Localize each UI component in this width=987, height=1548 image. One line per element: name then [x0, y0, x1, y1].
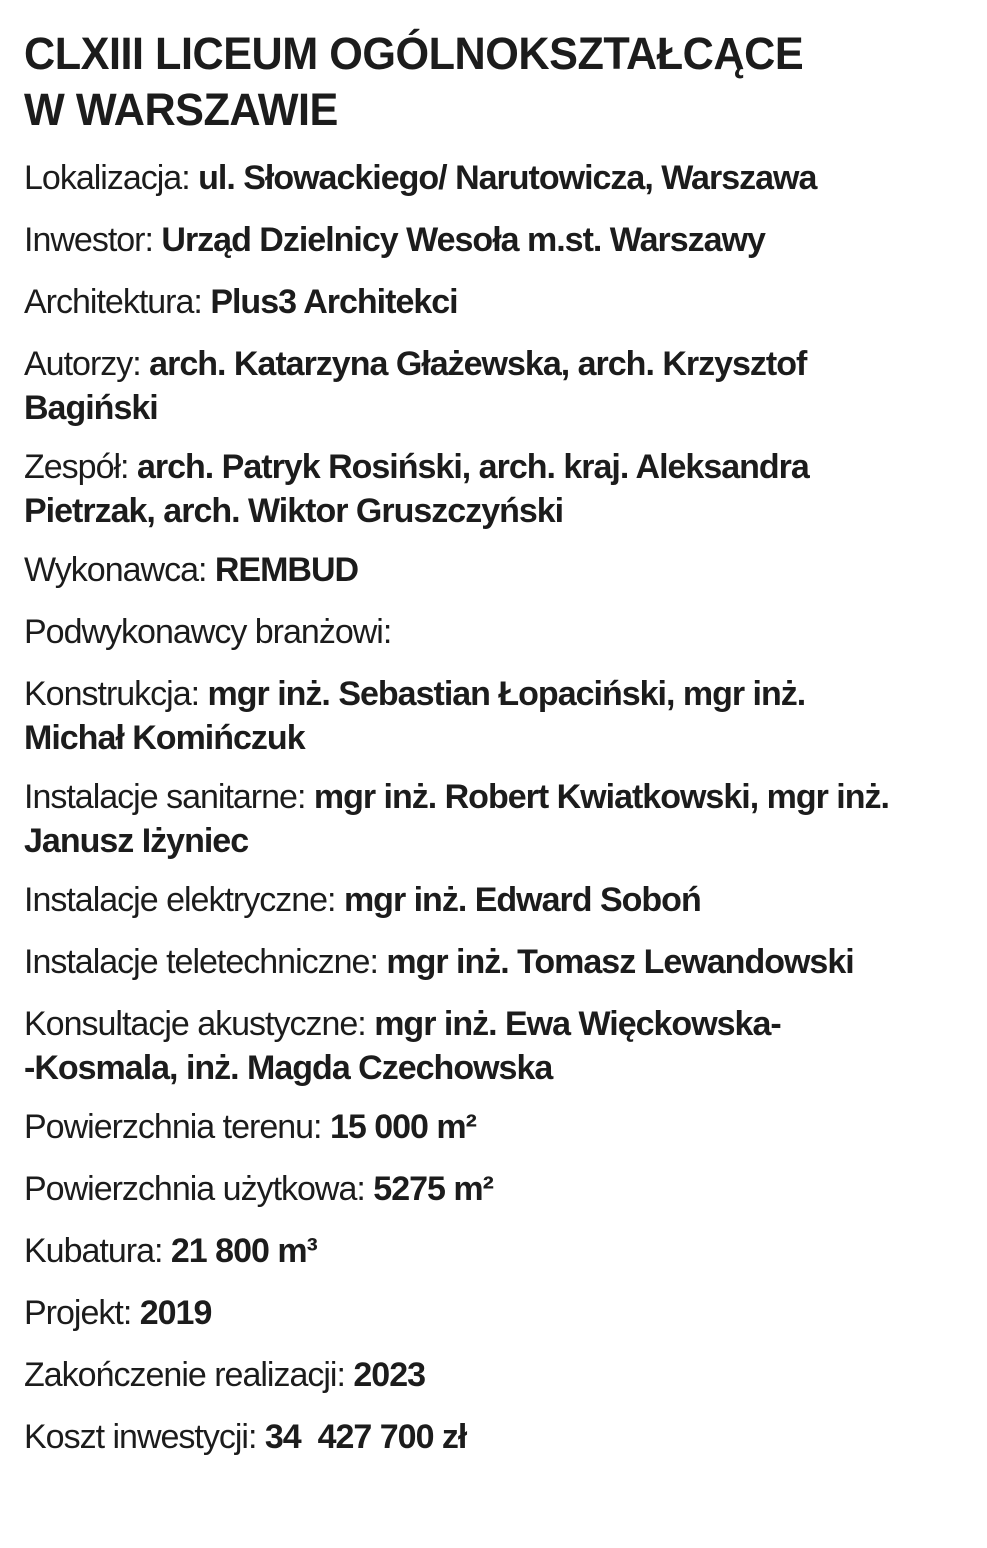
detail-value-continued: Michał Komińczuk	[24, 719, 305, 757]
project-info-sheet	[24, 26, 972, 1477]
detail-label: Kubatura:	[24, 1232, 171, 1270]
detail-value: 34 427 700 zł	[264, 1418, 467, 1456]
detail-usable-area	[24, 1167, 972, 1211]
detail-label: Konsultacje akustyczne:	[24, 1005, 375, 1043]
detail-label: Instalacje sanitarne:	[24, 778, 314, 816]
detail-value: mgr inż. Sebastian Łopaciński, mgr inż.	[207, 675, 806, 713]
detail-investor	[24, 218, 972, 262]
detail-authors	[24, 342, 972, 430]
detail-value: mgr inż. Edward Soboń	[343, 881, 701, 919]
detail-label: Konstrukcja:	[24, 675, 208, 713]
detail-label: Koszt inwestycji:	[24, 1418, 265, 1456]
detail-value-continued: Pietrzak, arch. Wiktor Gruszczyński	[24, 492, 564, 530]
detail-value: mgr inż. Tomasz Lewandowski	[386, 943, 854, 981]
detail-label: Projekt:	[24, 1294, 140, 1332]
detail-value: mgr inż. Robert Kwiatkowski, mgr inż.	[313, 778, 889, 816]
detail-completion-year	[24, 1353, 972, 1397]
detail-value: arch. Katarzyna Głażewska, arch. Krzysztof	[149, 345, 807, 383]
detail-site-area	[24, 1105, 972, 1149]
detail-value: 5275 m²	[373, 1170, 493, 1208]
detail-architecture	[24, 280, 972, 324]
detail-subcontractors-heading	[24, 610, 972, 654]
detail-value: Urząd Dzielnicy Wesoła m.st. Warszawy	[161, 221, 765, 259]
title-line-2: W WARSZAWIE	[24, 84, 338, 135]
detail-label: Lokalizacja:	[24, 159, 199, 197]
detail-value: arch. Patryk Rosiński, arch. kraj. Aleksandra	[136, 448, 809, 486]
detail-label: Powierzchnia użytkowa:	[24, 1170, 374, 1208]
detail-value: 2019	[139, 1294, 212, 1332]
detail-label: Wykonawca:	[24, 551, 215, 589]
detail-project-year	[24, 1291, 972, 1335]
detail-acoustics	[24, 1002, 972, 1090]
detail-contractor	[24, 548, 972, 592]
detail-label: Instalacje teletechniczne:	[24, 943, 387, 981]
detail-electrical	[24, 878, 972, 922]
detail-value: 2023	[353, 1356, 426, 1394]
detail-label: Powierzchnia terenu:	[24, 1108, 330, 1146]
detail-label: Architektura:	[24, 283, 211, 321]
detail-label: Instalacje elektryczne:	[24, 881, 344, 919]
detail-value-continued: Janusz Iżyniec	[24, 822, 249, 860]
detail-label: Podwykonawcy branżowi:	[24, 613, 392, 651]
detail-value: Plus3 Architekci	[210, 283, 458, 321]
project-details-list	[24, 156, 972, 1459]
detail-cubature	[24, 1229, 972, 1273]
detail-label: Autorzy:	[24, 345, 150, 383]
detail-label: Zakończenie realizacji:	[24, 1356, 354, 1394]
page-title	[24, 26, 934, 138]
detail-value-continued: -Kosmala, inż. Magda Czechowska	[24, 1049, 553, 1087]
detail-team	[24, 445, 972, 533]
detail-telecom	[24, 940, 972, 984]
detail-label: Inwestor:	[24, 221, 162, 259]
detail-value: 21 800 m³	[170, 1232, 317, 1270]
detail-value: REMBUD	[214, 551, 359, 589]
detail-cost	[24, 1415, 972, 1459]
detail-label: Zespół:	[24, 448, 137, 486]
detail-structure	[24, 672, 972, 760]
detail-sanitary	[24, 775, 972, 863]
detail-value-continued: Bagiński	[24, 389, 158, 427]
title-line-1: CLXIII LICEUM OGÓLNOKSZTAŁCĄCE	[24, 28, 804, 79]
detail-value: ul. Słowackiego/ Narutowicza, Warszawa	[198, 159, 817, 197]
detail-value: 15 000 m²	[329, 1108, 476, 1146]
detail-value: mgr inż. Ewa Więckowska-	[374, 1005, 781, 1043]
detail-location	[24, 156, 972, 200]
